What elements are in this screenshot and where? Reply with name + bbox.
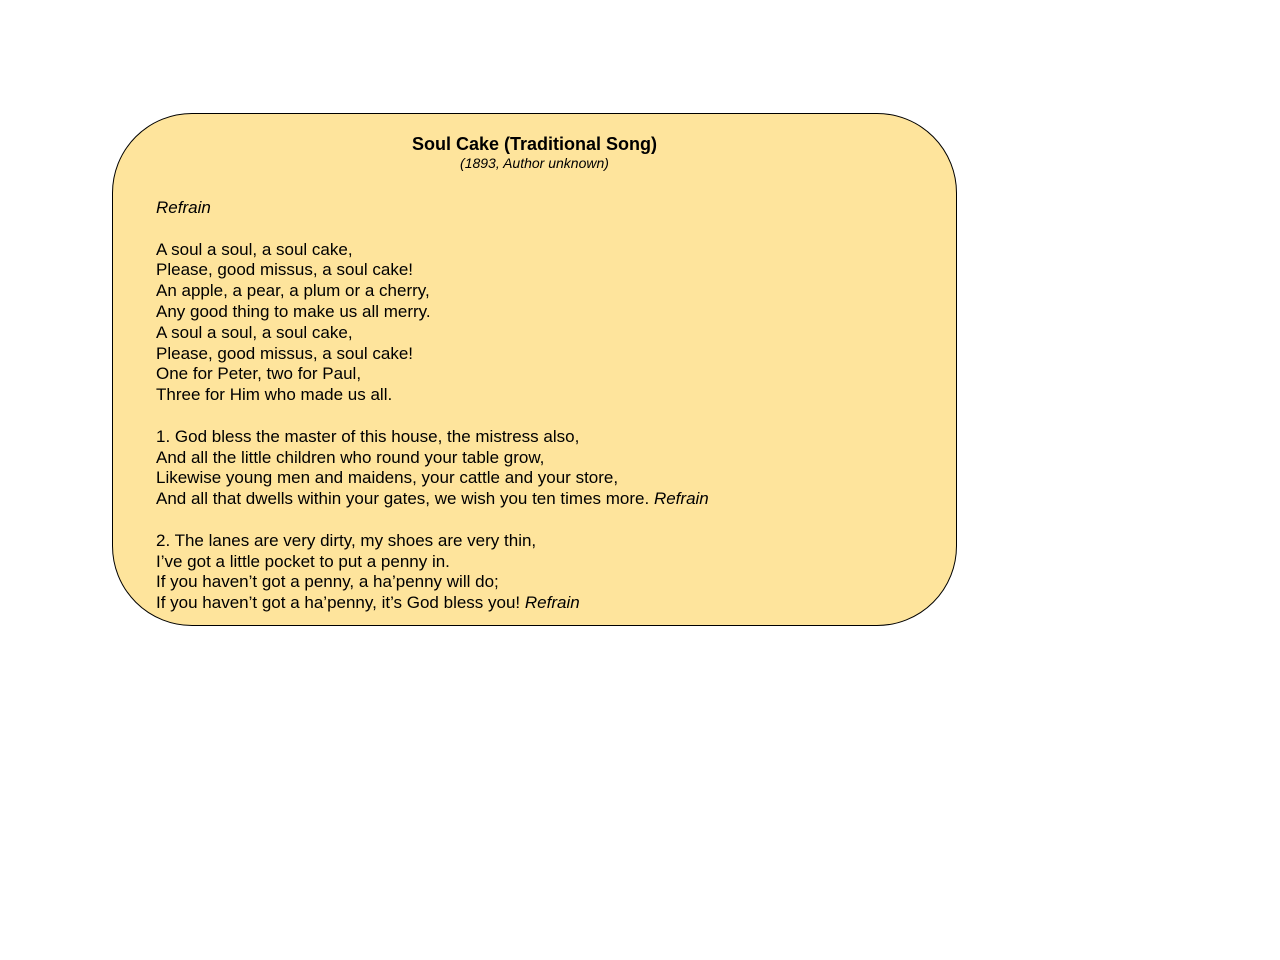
verse-line: 2. The lanes are very dirty, my shoes are very thin, <box>156 530 537 550</box>
song-card <box>112 113 957 626</box>
verse-line-text: If you haven’t got a ha’penny, it’s God bless you! <box>156 593 525 613</box>
verse-2-stanza <box>156 531 936 614</box>
song-subtitle: (1893, Author unknown) <box>460 155 609 171</box>
refrain-line: Three for Him who made us all. <box>156 385 393 405</box>
song-body <box>156 198 936 614</box>
verse-line-with-cue <box>156 489 936 510</box>
song-title: Soul Cake (Traditional Song) <box>411 134 658 154</box>
refrain-line: A soul a soul, a soul cake, <box>156 322 353 342</box>
refrain-line: Any good thing to make us all merry. <box>156 301 431 321</box>
verse-line-with-cue <box>156 593 936 614</box>
verse-line: Likewise young men and maidens, your cattle and your store, <box>156 468 619 488</box>
verse-1-stanza <box>156 427 936 510</box>
refrain-line: Please, good missus, a soul cake! <box>156 260 414 280</box>
refrain-line: A soul a soul, a soul cake, <box>156 239 353 259</box>
refrain-heading: Refrain <box>156 198 211 217</box>
refrain-stanza <box>156 240 936 406</box>
refrain-line: Please, good missus, a soul cake! <box>156 343 414 363</box>
refrain-cue: Refrain <box>653 489 709 509</box>
verse-line: 1. God bless the master of this house, the mistress also, <box>156 426 580 446</box>
refrain-line: An apple, a pear, a plum or a cherry, <box>156 281 430 301</box>
verse-line: I’ve got a little pocket to put a penny in. <box>156 551 450 571</box>
verse-line: If you haven’t got a penny, a ha’penny will do; <box>156 572 499 592</box>
verse-line: And all the little children who round your table grow, <box>156 447 545 467</box>
verse-line-text: And all that dwells within your gates, we wish you ten times more. <box>156 489 654 509</box>
refrain-cue: Refrain <box>524 593 580 613</box>
refrain-line: One for Peter, two for Paul, <box>156 364 362 384</box>
